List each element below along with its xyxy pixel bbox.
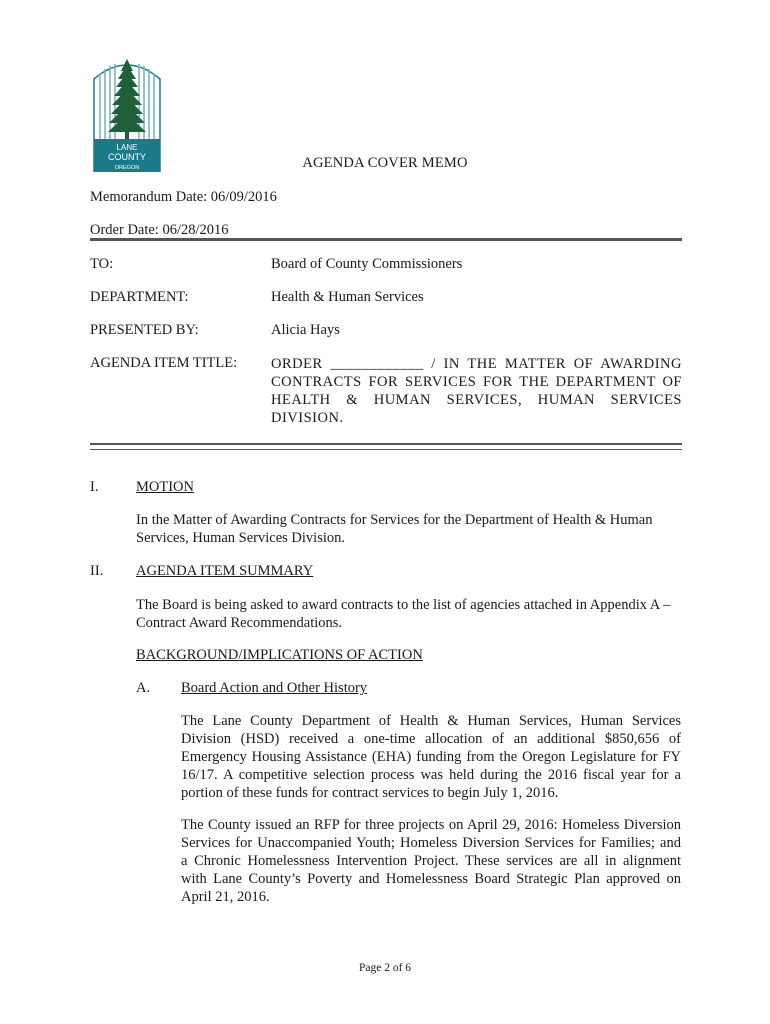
background-heading: BACKGROUND/IMPLICATIONS OF ACTION [136, 647, 423, 663]
board-action-heading: Board Action and Other History [181, 680, 368, 696]
paragraph-line: with Lane County’s Poverty and Homelessness Board Strategic Plan approved on [181, 871, 681, 887]
agenda-title-line: ORDER ____________ / IN THE MATTER OF AWARDING [271, 356, 682, 372]
paragraph-line: portion of these funds for contract services to begin July 1, 2016. [181, 785, 559, 801]
summary-paragraph [136, 596, 682, 632]
fields-divider-secondary [90, 449, 682, 450]
agenda-title-line: HEALTH & HUMAN SERVICES, HUMAN SERVICES [271, 392, 682, 408]
paragraph-line: 16/17. A competitive selection process was held during the 2016 fiscal year for a [181, 767, 681, 783]
board-action-paragraph-1 [181, 712, 681, 802]
svg-text:OREGON: OREGON [114, 165, 140, 171]
page-number: Page 2 of 6 [358, 962, 412, 974]
summary-heading: AGENDA ITEM SUMMARY [136, 563, 314, 579]
svg-text:COUNTY: COUNTY [108, 152, 146, 162]
paragraph-line: Emergency Housing Assistance (EHA) funding from the Oregon Legislature for FY [181, 749, 681, 765]
agenda-title-line: CONTRACTS FOR SERVICES FOR THE DEPARTMENT OF [271, 374, 682, 390]
board-action-paragraph-2 [181, 816, 681, 906]
agenda-item-title-value [271, 355, 682, 427]
subsection-number-a: A. [136, 680, 151, 696]
paragraph-line: Services for Unaccompanied Youth; Homeless Diversion Services for Families; and [181, 835, 681, 851]
fields-divider [90, 443, 682, 445]
section-number-summary: II. [90, 563, 104, 579]
paragraph-line: Division (HSD) received a one-time allocation of an additional $850,656 of [181, 731, 681, 747]
agenda-title-line: DIVISION. [271, 410, 344, 426]
motion-heading: MOTION [136, 479, 194, 495]
agenda-item-title-label: AGENDA ITEM TITLE: [90, 355, 238, 371]
section-number-motion: I. [90, 479, 99, 495]
paragraph-line: The County issued an RFP for three projects on April 29, 2016: Homeless Diversion [181, 817, 681, 833]
presented-by-label: PRESENTED BY: [90, 322, 199, 338]
header-divider [90, 238, 682, 241]
motion-paragraph [136, 511, 682, 547]
memo-title: AGENDA COVER MEMO [302, 155, 468, 171]
memorandum-date: Memorandum Date: 06/09/2016 [90, 189, 277, 205]
to-value: Board of County Commissioners [271, 256, 463, 272]
paragraph-line: In the Matter of Awarding Contracts for Services for the Department of Health & Human [136, 512, 653, 528]
paragraph-line: April 21, 2016. [181, 889, 270, 905]
department-value: Health & Human Services [271, 289, 424, 305]
presented-by-value: Alicia Hays [271, 322, 340, 338]
paragraph-line: The Lane County Department of Health & Human Services, Human Services [181, 713, 681, 729]
paragraph-line: Contract Award Recommendations. [136, 615, 343, 631]
to-label: TO: [90, 256, 114, 272]
paragraph-line: The Board is being asked to award contracts to the list of agencies attached in Appendix A – [136, 597, 671, 613]
paragraph-line: a Chronic Homelessness Intervention Project. These services are all in alignment [181, 853, 681, 869]
paragraph-line: Services, Human Services Division. [136, 530, 346, 546]
department-label: DEPARTMENT: [90, 289, 189, 305]
svg-text:LANE: LANE [116, 143, 138, 152]
order-date: Order Date: 06/28/2016 [90, 222, 229, 238]
